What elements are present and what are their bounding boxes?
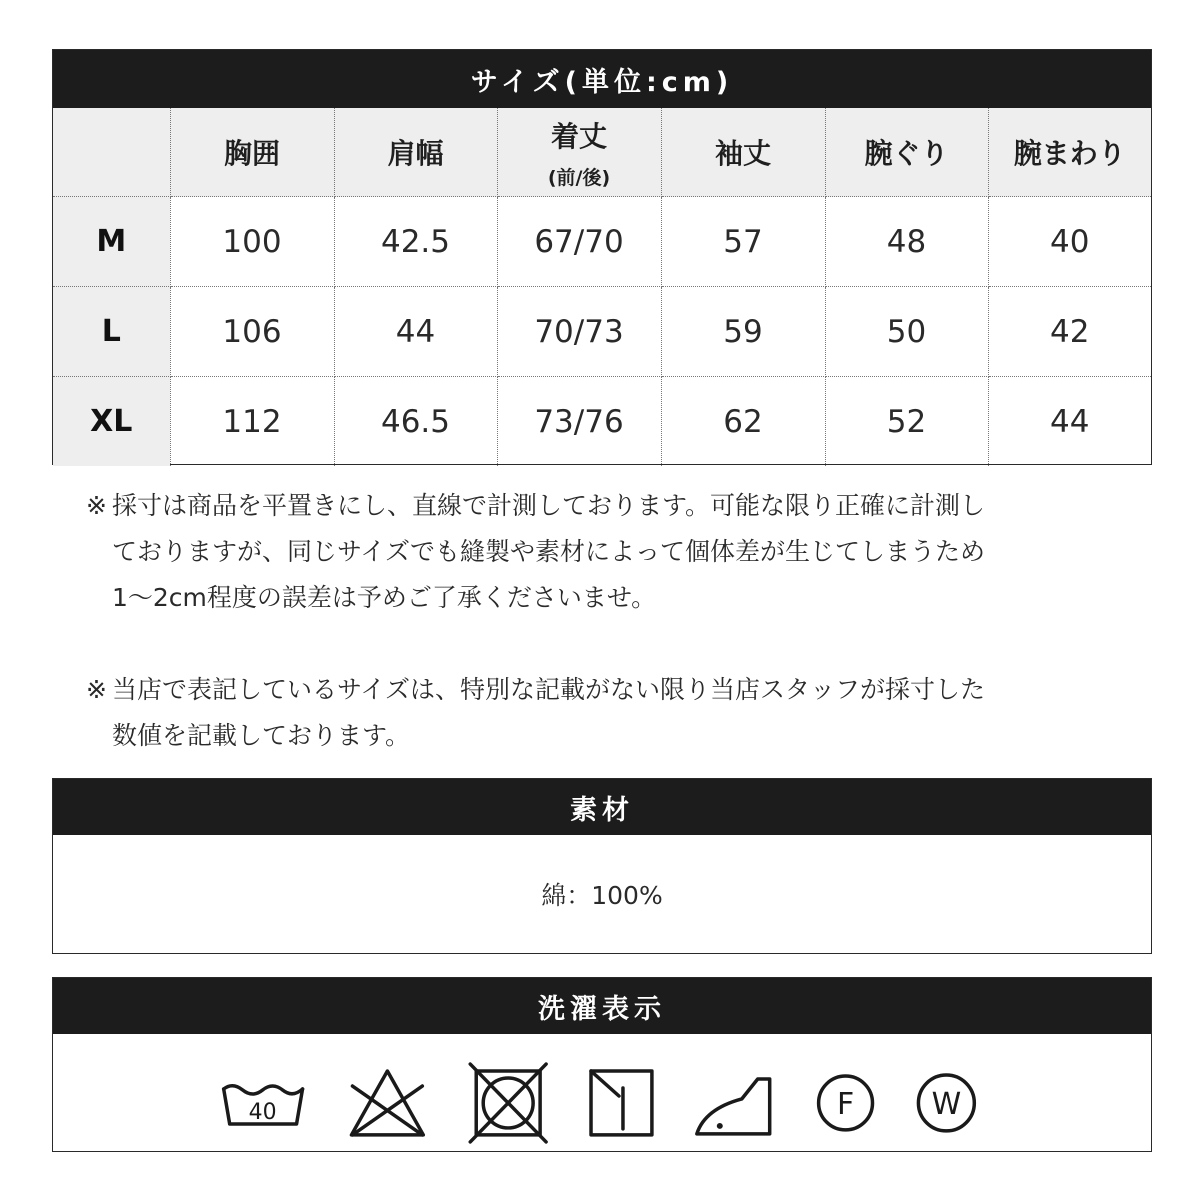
table-cell: 50 — [825, 287, 988, 377]
table-cell: 57 — [661, 197, 825, 287]
table-cell: 112 — [170, 377, 334, 467]
note-mark: ※ — [86, 675, 107, 704]
table-cell: 44 — [334, 287, 497, 377]
table-cell: 44 — [988, 377, 1151, 467]
wash-care-section — [52, 977, 1152, 1152]
measurement-note — [86, 483, 1126, 621]
note-line: 当店で表記しているサイズは、特別な記載がない限り当店スタッフが採寸した — [112, 675, 986, 704]
dry-clean-f-letter: F — [836, 1086, 855, 1122]
material-title: 素材 — [53, 779, 1151, 835]
size-row-xl — [53, 377, 1151, 467]
size-table-section — [52, 49, 1152, 465]
header-length: 着丈 (前/後) — [497, 108, 661, 197]
table-cell: 70/73 — [497, 287, 661, 377]
header-length-sub: (前/後) — [547, 166, 611, 189]
no-bleach-icon — [351, 1071, 423, 1135]
size-table — [53, 108, 1151, 466]
iron-low-icon — [697, 1079, 770, 1134]
table-cell: 52 — [825, 377, 988, 467]
table-cell: 106 — [170, 287, 334, 377]
size-row-m — [53, 197, 1151, 287]
size-notes — [86, 483, 1126, 759]
material-section — [52, 778, 1152, 954]
note-line: 数値を記載しております。 — [112, 721, 411, 750]
header-sleeve: 袖丈 — [661, 108, 825, 197]
table-cell: 62 — [661, 377, 825, 467]
table-cell: 100 — [170, 197, 334, 287]
table-cell: 42 — [988, 287, 1151, 377]
wet-clean-w-letter: W — [931, 1086, 962, 1122]
header-chest: 胸囲 — [170, 108, 334, 197]
size-table-title: サイズ(単位:cm) — [53, 50, 1151, 108]
header-shoulder: 肩幅 — [334, 108, 497, 197]
table-cell: 59 — [661, 287, 825, 377]
table-cell: 46.5 — [334, 377, 497, 467]
note-line: 1～2cm程度の誤差は予めご了承くださいませ。 — [112, 583, 657, 612]
wash-temperature-label: 40 — [248, 1099, 277, 1125]
size-table-header-row — [53, 108, 1151, 197]
care-symbols — [53, 1034, 1151, 1151]
table-cell: 67/70 — [497, 197, 661, 287]
size-label: XL — [53, 377, 170, 467]
size-source-note — [86, 667, 1126, 759]
iron-dot — [717, 1123, 723, 1129]
size-label: L — [53, 287, 170, 377]
table-cell: 40 — [988, 197, 1151, 287]
header-armhole: 腕ぐり — [825, 108, 988, 197]
header-corner-cell — [53, 108, 170, 197]
no-tumble-dry-icon — [470, 1064, 546, 1142]
table-cell: 42.5 — [334, 197, 497, 287]
note-line: ておりますが、同じサイズでも縫製や素材によって個体差が生じてしまうため — [112, 537, 986, 566]
wash-care-title: 洗濯表示 — [53, 978, 1151, 1034]
material-value: 綿：100% — [541, 881, 663, 910]
table-cell: 73/76 — [497, 377, 661, 467]
header-arm-circumference: 腕まわり — [988, 108, 1151, 197]
note-line: 採寸は商品を平置きにし、直線で計測しております。可能な限り正確に計測し — [112, 491, 986, 520]
size-row-l — [53, 287, 1151, 377]
note-mark: ※ — [86, 491, 107, 520]
line-dry-icon — [591, 1071, 652, 1135]
size-label: M — [53, 197, 170, 287]
table-cell: 48 — [825, 197, 988, 287]
